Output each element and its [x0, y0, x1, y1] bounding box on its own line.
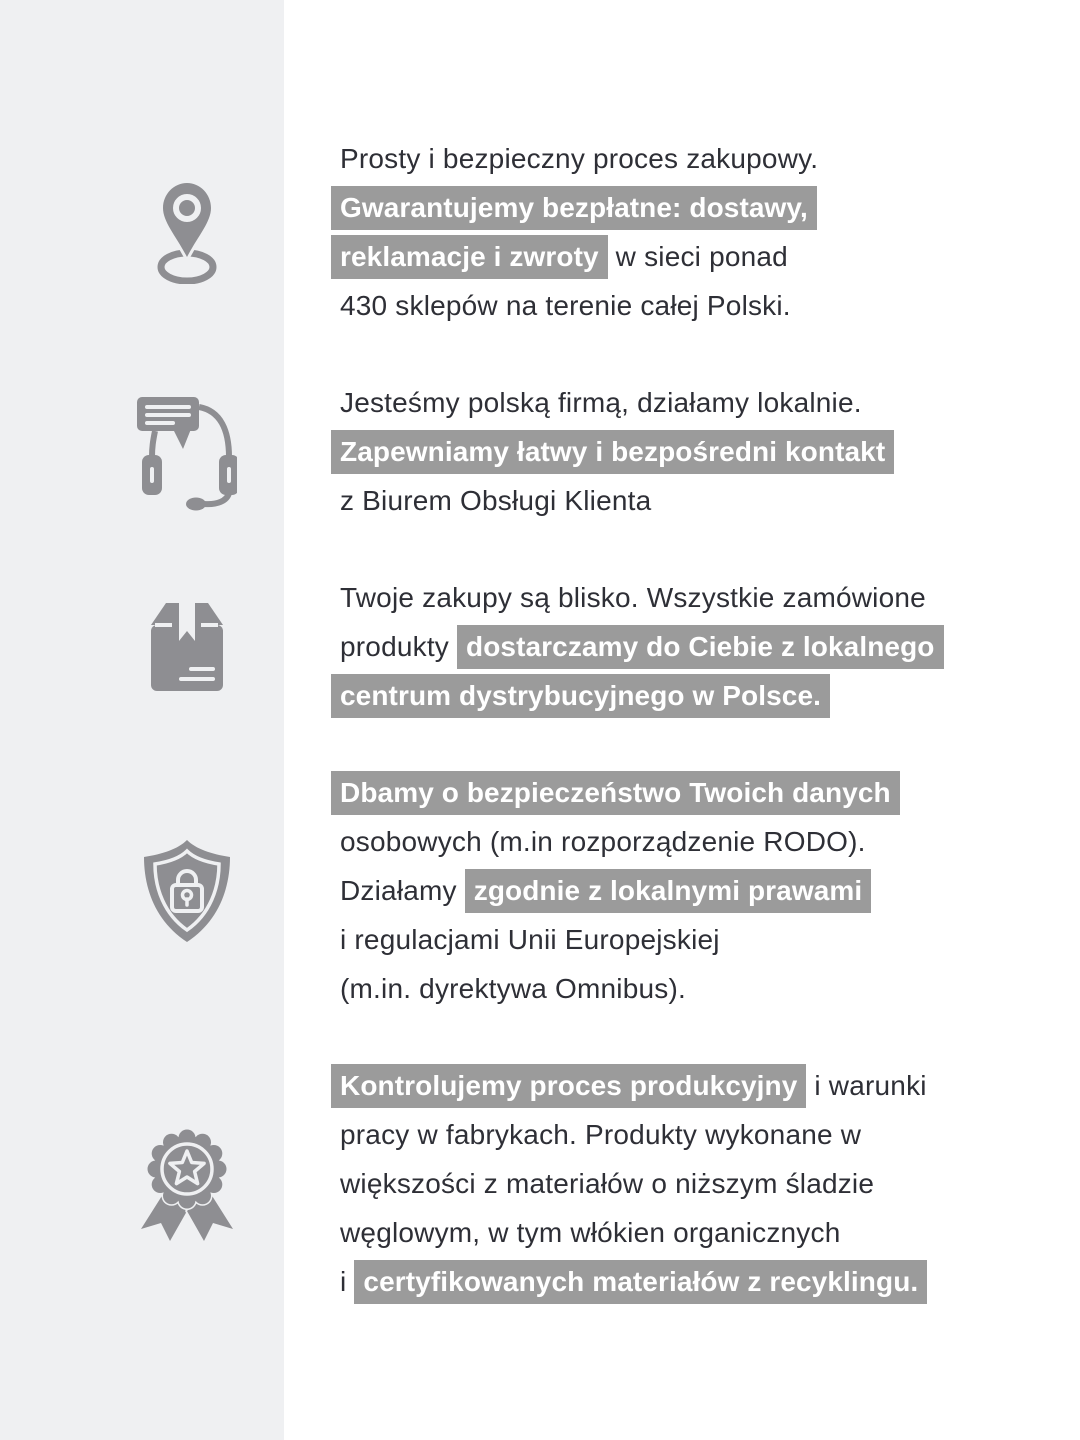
- text-line: [331, 134, 818, 183]
- text-line: [331, 1110, 927, 1159]
- plain-text: i: [340, 1265, 355, 1297]
- plain-text: z Biurem Obsługi Klienta: [340, 484, 652, 516]
- text-line: [331, 427, 894, 476]
- plain-text: pracy w fabrykach. Produkty wykonane w: [340, 1118, 862, 1150]
- text-line: [331, 671, 944, 720]
- info-section: [0, 573, 1080, 720]
- highlighted-text: reklamacje i zwroty: [331, 235, 608, 279]
- text-line: [331, 1159, 927, 1208]
- text-line: [331, 232, 818, 281]
- plain-text: produkty: [340, 630, 457, 662]
- plain-text: Prosty i bezpieczny proces zakupowy.: [340, 142, 819, 174]
- location-pin-icon: [0, 134, 284, 330]
- text-line: [331, 1208, 927, 1257]
- highlighted-text: Kontrolujemy proces produkcyjny: [331, 1064, 806, 1108]
- text-line: [331, 378, 894, 427]
- highlighted-text: certyfikowanych materiałów z recyklingu.: [354, 1260, 927, 1304]
- highlighted-text: centrum dystrybucyjnego w Polsce.: [331, 674, 830, 718]
- text-line: [331, 1061, 927, 1110]
- plain-text: osobowych (m.in rozporządzenie RODO).: [340, 825, 866, 857]
- text-line: [331, 476, 894, 525]
- text-line: [331, 281, 818, 330]
- info-section: [0, 768, 1080, 1013]
- highlighted-text: Zapewniamy łatwy i bezpośredni kontakt: [331, 430, 894, 474]
- info-section: [0, 134, 1080, 330]
- text-line: [331, 964, 900, 1013]
- plain-text: i regulacjami Unii Europejskiej: [340, 923, 720, 955]
- info-section: [0, 378, 1080, 525]
- text-line: [331, 817, 900, 866]
- highlighted-text: Gwarantujemy bezpłatne: dostawy,: [331, 186, 817, 230]
- section-text: [284, 378, 894, 525]
- plain-text: Działamy: [340, 874, 465, 906]
- section-text: [284, 134, 818, 330]
- plain-text: 430 sklepów na terenie całej Polski.: [340, 289, 791, 321]
- section-text: [284, 768, 900, 1013]
- headset-chat-icon: [0, 378, 284, 525]
- text-line: [331, 183, 818, 232]
- plain-text: (m.in. dyrektywa Omnibus).: [340, 972, 686, 1004]
- plain-text: Jesteśmy polską firmą, działamy lokalnie.: [340, 386, 862, 418]
- section-text: [284, 1061, 927, 1306]
- plain-text: węglowym, w tym włókien organicznych: [340, 1216, 841, 1248]
- text-line: [331, 1257, 927, 1306]
- award-badge-icon: [0, 1061, 284, 1306]
- package-box-icon: [0, 573, 284, 720]
- shield-lock-icon: [0, 768, 284, 1013]
- plain-text: w sieci ponad: [607, 240, 788, 272]
- text-line: [331, 866, 900, 915]
- section-text: [284, 573, 944, 720]
- plain-text: większości z materiałów o niższym śladzie: [340, 1167, 875, 1199]
- plain-text: Twoje zakupy są blisko. Wszystkie zamówione: [340, 581, 926, 613]
- highlighted-text: Dbamy o bezpieczeństwo Twoich danych: [331, 771, 900, 815]
- plain-text: i warunki: [806, 1069, 927, 1101]
- highlighted-text: dostarczamy do Ciebie z lokalnego: [457, 625, 944, 669]
- info-section: [0, 1061, 1080, 1306]
- highlighted-text: zgodnie z lokalnymi prawami: [465, 869, 872, 913]
- text-line: [331, 768, 900, 817]
- text-line: [331, 915, 900, 964]
- text-line: [331, 573, 944, 622]
- text-line: [331, 622, 944, 671]
